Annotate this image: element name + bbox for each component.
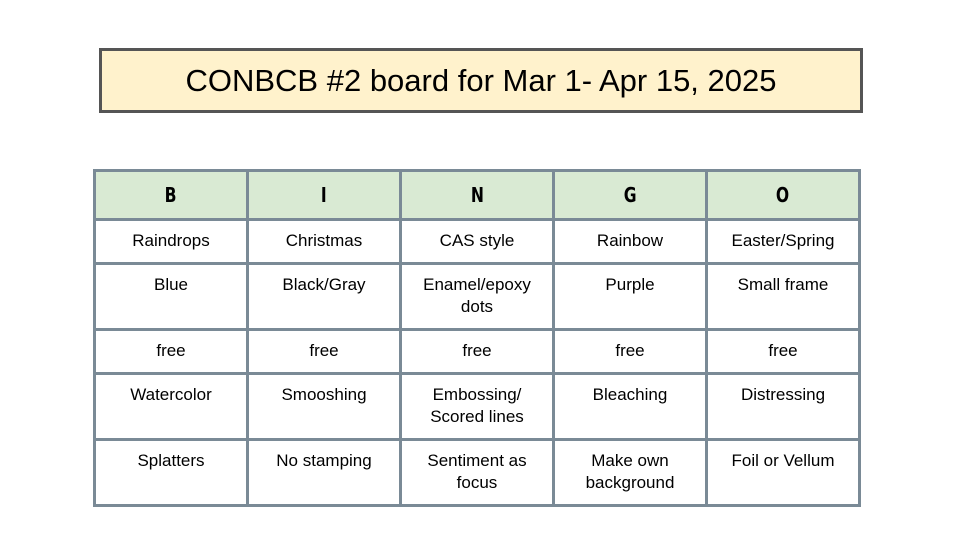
column-header-i: I bbox=[248, 171, 401, 220]
column-header-o: O bbox=[707, 171, 860, 220]
bingo-header-row bbox=[95, 171, 860, 220]
bingo-cell: Watercolor bbox=[95, 374, 248, 440]
column-header-n: N bbox=[401, 171, 554, 220]
column-header-b: B bbox=[95, 171, 248, 220]
bingo-board bbox=[93, 169, 861, 507]
bingo-cell-free: free bbox=[554, 330, 707, 374]
bingo-cell: Christmas bbox=[248, 220, 401, 264]
bingo-cell: Sentiment as focus bbox=[401, 440, 554, 506]
bingo-row bbox=[95, 374, 860, 440]
board-title: CONBCB #2 board for Mar 1- Apr 15, 2025 bbox=[185, 62, 777, 98]
bingo-cell: Bleaching bbox=[554, 374, 707, 440]
bingo-cell: Black/Gray bbox=[248, 264, 401, 330]
bingo-cell-free: free bbox=[707, 330, 860, 374]
bingo-cell-free: free bbox=[248, 330, 401, 374]
bingo-row bbox=[95, 220, 860, 264]
bingo-cell: Embossing/ Scored lines bbox=[401, 374, 554, 440]
column-header-g: G bbox=[554, 171, 707, 220]
bingo-row bbox=[95, 330, 860, 374]
bingo-cell: Purple bbox=[554, 264, 707, 330]
bingo-cell: Splatters bbox=[95, 440, 248, 506]
bingo-cell: CAS style bbox=[401, 220, 554, 264]
bingo-cell: Blue bbox=[95, 264, 248, 330]
board-title-banner bbox=[99, 48, 863, 113]
bingo-cell: Smooshing bbox=[248, 374, 401, 440]
bingo-cell: Make own background bbox=[554, 440, 707, 506]
bingo-cell: Rainbow bbox=[554, 220, 707, 264]
bingo-cell: Enamel/epoxy dots bbox=[401, 264, 554, 330]
bingo-cell-free: free bbox=[401, 330, 554, 374]
bingo-cell: No stamping bbox=[248, 440, 401, 506]
bingo-cell: Small frame bbox=[707, 264, 860, 330]
bingo-row bbox=[95, 440, 860, 506]
bingo-row bbox=[95, 264, 860, 330]
bingo-cell: Distressing bbox=[707, 374, 860, 440]
bingo-cell: Raindrops bbox=[95, 220, 248, 264]
bingo-cell: Easter/Spring bbox=[707, 220, 860, 264]
bingo-cell-free: free bbox=[95, 330, 248, 374]
bingo-cell: Foil or Vellum bbox=[707, 440, 860, 506]
